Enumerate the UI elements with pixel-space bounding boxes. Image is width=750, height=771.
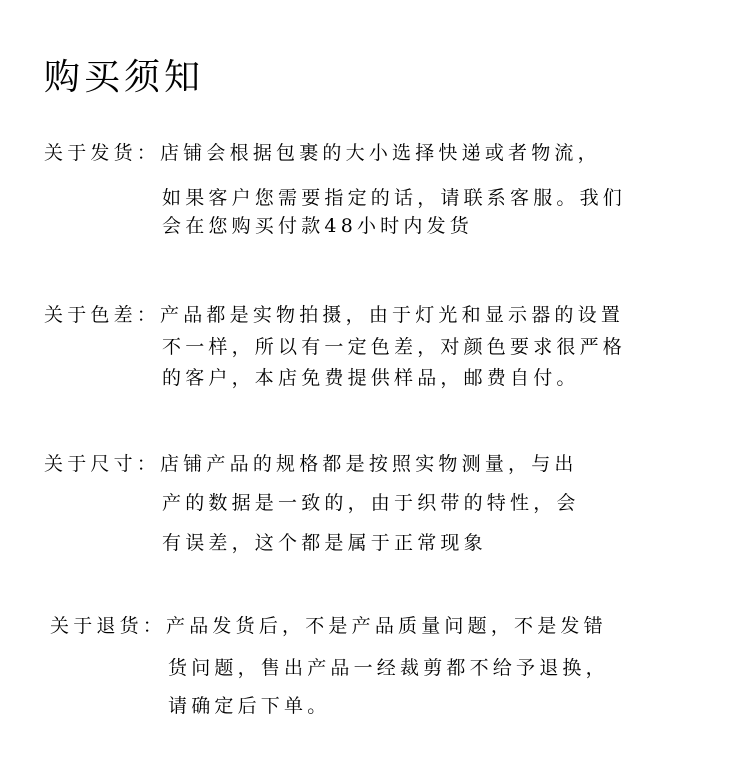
section-shipping-text-2: 如果客户您需要指定的话，请联系客服。我们 (162, 187, 627, 209)
section-shipping-text-1: 店铺会根据包裹的大小选择快递或者物流， (160, 142, 601, 164)
section-shipping-label: 关于发货： (44, 142, 161, 164)
section-returns-text-2: 货问题，售出产品一经裁剪都不给予退换， (168, 657, 609, 679)
page-title: 购买须知 (44, 57, 205, 98)
section-returns-line-1 (50, 613, 607, 639)
section-size-line-1 (44, 451, 578, 477)
section-color-label: 关于色差： (44, 304, 161, 326)
section-returns-text-1: 产品发货后，不是产品质量问题，不是发错 (166, 615, 607, 637)
section-size-text-2: 产的数据是一致的，由于织带的特性，会 (162, 492, 580, 514)
section-size-label: 关于尺寸： (44, 453, 161, 475)
section-returns-text-3: 请确定后下单。 (168, 695, 331, 717)
section-color-line-1 (44, 302, 624, 328)
section-size-text-3: 有误差，这个都是属于正常现象 (162, 532, 487, 554)
section-size-text-1: 店铺产品的规格都是按照实物测量，与出 (160, 453, 578, 475)
section-color-text-2: 不一样，所以有一定色差，对颜色要求很严格 (162, 336, 627, 358)
section-returns-label: 关于退货： (50, 615, 167, 637)
section-color-text-1: 产品都是实物拍摄，由于灯光和显示器的设置 (160, 304, 625, 326)
section-color-text-3: 的客户，本店免费提供样品，邮费自付。 (162, 367, 580, 389)
section-shipping-text-3: 会在您购买付款48小时内发货 (162, 215, 473, 237)
section-shipping-line-1 (44, 140, 601, 166)
